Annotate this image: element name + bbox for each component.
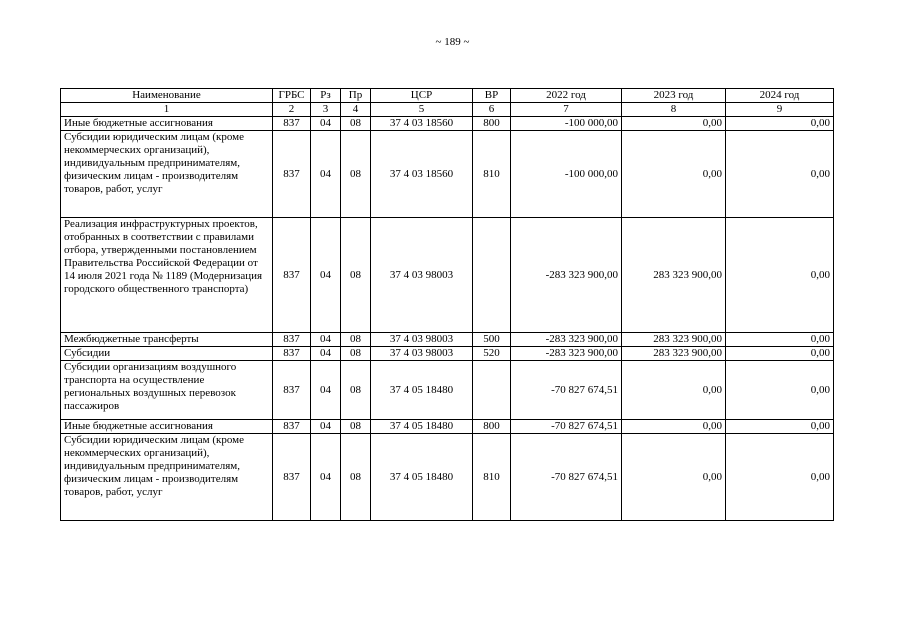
row-2022: -100 000,00 xyxy=(511,131,622,218)
row-grbs: 837 xyxy=(273,218,311,333)
row-pr: 08 xyxy=(341,333,371,347)
row-2023: 0,00 xyxy=(622,420,726,434)
header-cell-grbs: ГРБС xyxy=(273,89,311,103)
row-grbs: 837 xyxy=(273,131,311,218)
header-cell-2022: 2022 год xyxy=(511,89,622,103)
row-name: Иные бюджетные ассигнования xyxy=(61,420,273,434)
row-2024: 0,00 xyxy=(726,434,834,521)
row-2023: 283 323 900,00 xyxy=(622,347,726,361)
row-2024: 0,00 xyxy=(726,117,834,131)
row-2023: 0,00 xyxy=(622,361,726,420)
row-csr: 37 4 05 18480 xyxy=(371,361,473,420)
row-rz: 04 xyxy=(311,218,341,333)
row-2022: -70 827 674,51 xyxy=(511,361,622,420)
row-name: Межбюджетные трансферты xyxy=(61,333,273,347)
row-rz: 04 xyxy=(311,434,341,521)
header-cell-name: Наименование xyxy=(61,89,273,103)
row-pr: 08 xyxy=(341,131,371,218)
row-pr: 08 xyxy=(341,218,371,333)
col-number-cell: 9 xyxy=(726,103,834,117)
row-grbs: 837 xyxy=(273,420,311,434)
row-vr: 800 xyxy=(473,117,511,131)
table-row xyxy=(61,347,834,361)
row-2022: -283 323 900,00 xyxy=(511,218,622,333)
table-row xyxy=(61,117,834,131)
col-number-cell: 1 xyxy=(61,103,273,117)
budget-table xyxy=(60,88,834,521)
col-number-cell: 8 xyxy=(622,103,726,117)
header-cell-pr: Пр xyxy=(341,89,371,103)
row-grbs: 837 xyxy=(273,434,311,521)
row-vr: 500 xyxy=(473,333,511,347)
row-name: Субсидии юридическим лицам (кроме некоммерческих организаций), индивидуальным предпринимателям, физическим лицам - производителям товаров, работ, услуг xyxy=(61,131,273,218)
row-vr xyxy=(473,218,511,333)
row-csr: 37 4 03 98003 xyxy=(371,347,473,361)
row-2024: 0,00 xyxy=(726,420,834,434)
row-rz: 04 xyxy=(311,117,341,131)
page-number: ~ 189 ~ xyxy=(435,36,470,48)
row-vr: 800 xyxy=(473,420,511,434)
table-row xyxy=(61,131,834,218)
col-number-cell: 5 xyxy=(371,103,473,117)
table-row xyxy=(61,434,834,521)
row-2024: 0,00 xyxy=(726,333,834,347)
row-2022: -70 827 674,51 xyxy=(511,420,622,434)
row-2023: 0,00 xyxy=(622,434,726,521)
column-number-row xyxy=(61,103,834,117)
row-pr: 08 xyxy=(341,117,371,131)
row-pr: 08 xyxy=(341,361,371,420)
table-row xyxy=(61,218,834,333)
col-number-cell: 4 xyxy=(341,103,371,117)
row-2023: 0,00 xyxy=(622,117,726,131)
row-rz: 04 xyxy=(311,347,341,361)
row-vr: 810 xyxy=(473,434,511,521)
row-vr: 520 xyxy=(473,347,511,361)
header-cell-vr: ВР xyxy=(473,89,511,103)
row-2024: 0,00 xyxy=(726,218,834,333)
row-grbs: 837 xyxy=(273,347,311,361)
row-csr: 37 4 03 18560 xyxy=(371,117,473,131)
row-name: Субсидии xyxy=(61,347,273,361)
row-2022: -70 827 674,51 xyxy=(511,434,622,521)
table-row xyxy=(61,333,834,347)
row-2022: -100 000,00 xyxy=(511,117,622,131)
row-2022: -283 323 900,00 xyxy=(511,333,622,347)
row-grbs: 837 xyxy=(273,361,311,420)
row-pr: 08 xyxy=(341,420,371,434)
table-row xyxy=(61,361,834,420)
row-2024: 0,00 xyxy=(726,131,834,218)
header-cell-2023: 2023 год xyxy=(622,89,726,103)
header-cell-csr: ЦСР xyxy=(371,89,473,103)
header-row xyxy=(61,89,834,103)
row-rz: 04 xyxy=(311,361,341,420)
row-vr: 810 xyxy=(473,131,511,218)
row-2023: 0,00 xyxy=(622,131,726,218)
row-csr: 37 4 05 18480 xyxy=(371,434,473,521)
row-name: Субсидии юридическим лицам (кроме некоммерческих организаций), индивидуальным предпринимателям, физическим лицам - производителям товаров, работ, услуг xyxy=(61,434,273,521)
col-number-cell: 7 xyxy=(511,103,622,117)
row-2024: 0,00 xyxy=(726,347,834,361)
table-row xyxy=(61,420,834,434)
row-2023: 283 323 900,00 xyxy=(622,333,726,347)
row-grbs: 837 xyxy=(273,333,311,347)
row-2022: -283 323 900,00 xyxy=(511,347,622,361)
header-cell-rz: Рз xyxy=(311,89,341,103)
row-2023: 283 323 900,00 xyxy=(622,218,726,333)
row-rz: 04 xyxy=(311,333,341,347)
row-pr: 08 xyxy=(341,347,371,361)
col-number-cell: 6 xyxy=(473,103,511,117)
row-vr xyxy=(473,361,511,420)
row-name: Субсидии организациям воздушного транспорта на осуществление региональных воздушных перевозок пассажиров xyxy=(61,361,273,420)
row-name: Реализация инфраструктурных проектов, отобранных в соответствии с правилами отбора, утвержденными постановлением Правительства Российской Федерации от 14 июля 2021 года № 1189 (Модернизация городского общественного транспорта) xyxy=(61,218,273,333)
row-csr: 37 4 03 98003 xyxy=(371,218,473,333)
row-name: Иные бюджетные ассигнования xyxy=(61,117,273,131)
row-csr: 37 4 03 18560 xyxy=(371,131,473,218)
row-rz: 04 xyxy=(311,420,341,434)
row-2024: 0,00 xyxy=(726,361,834,420)
header-cell-2024: 2024 год xyxy=(726,89,834,103)
row-csr: 37 4 05 18480 xyxy=(371,420,473,434)
row-pr: 08 xyxy=(341,434,371,521)
row-grbs: 837 xyxy=(273,117,311,131)
col-number-cell: 2 xyxy=(273,103,311,117)
row-rz: 04 xyxy=(311,131,341,218)
col-number-cell: 3 xyxy=(311,103,341,117)
row-csr: 37 4 03 98003 xyxy=(371,333,473,347)
